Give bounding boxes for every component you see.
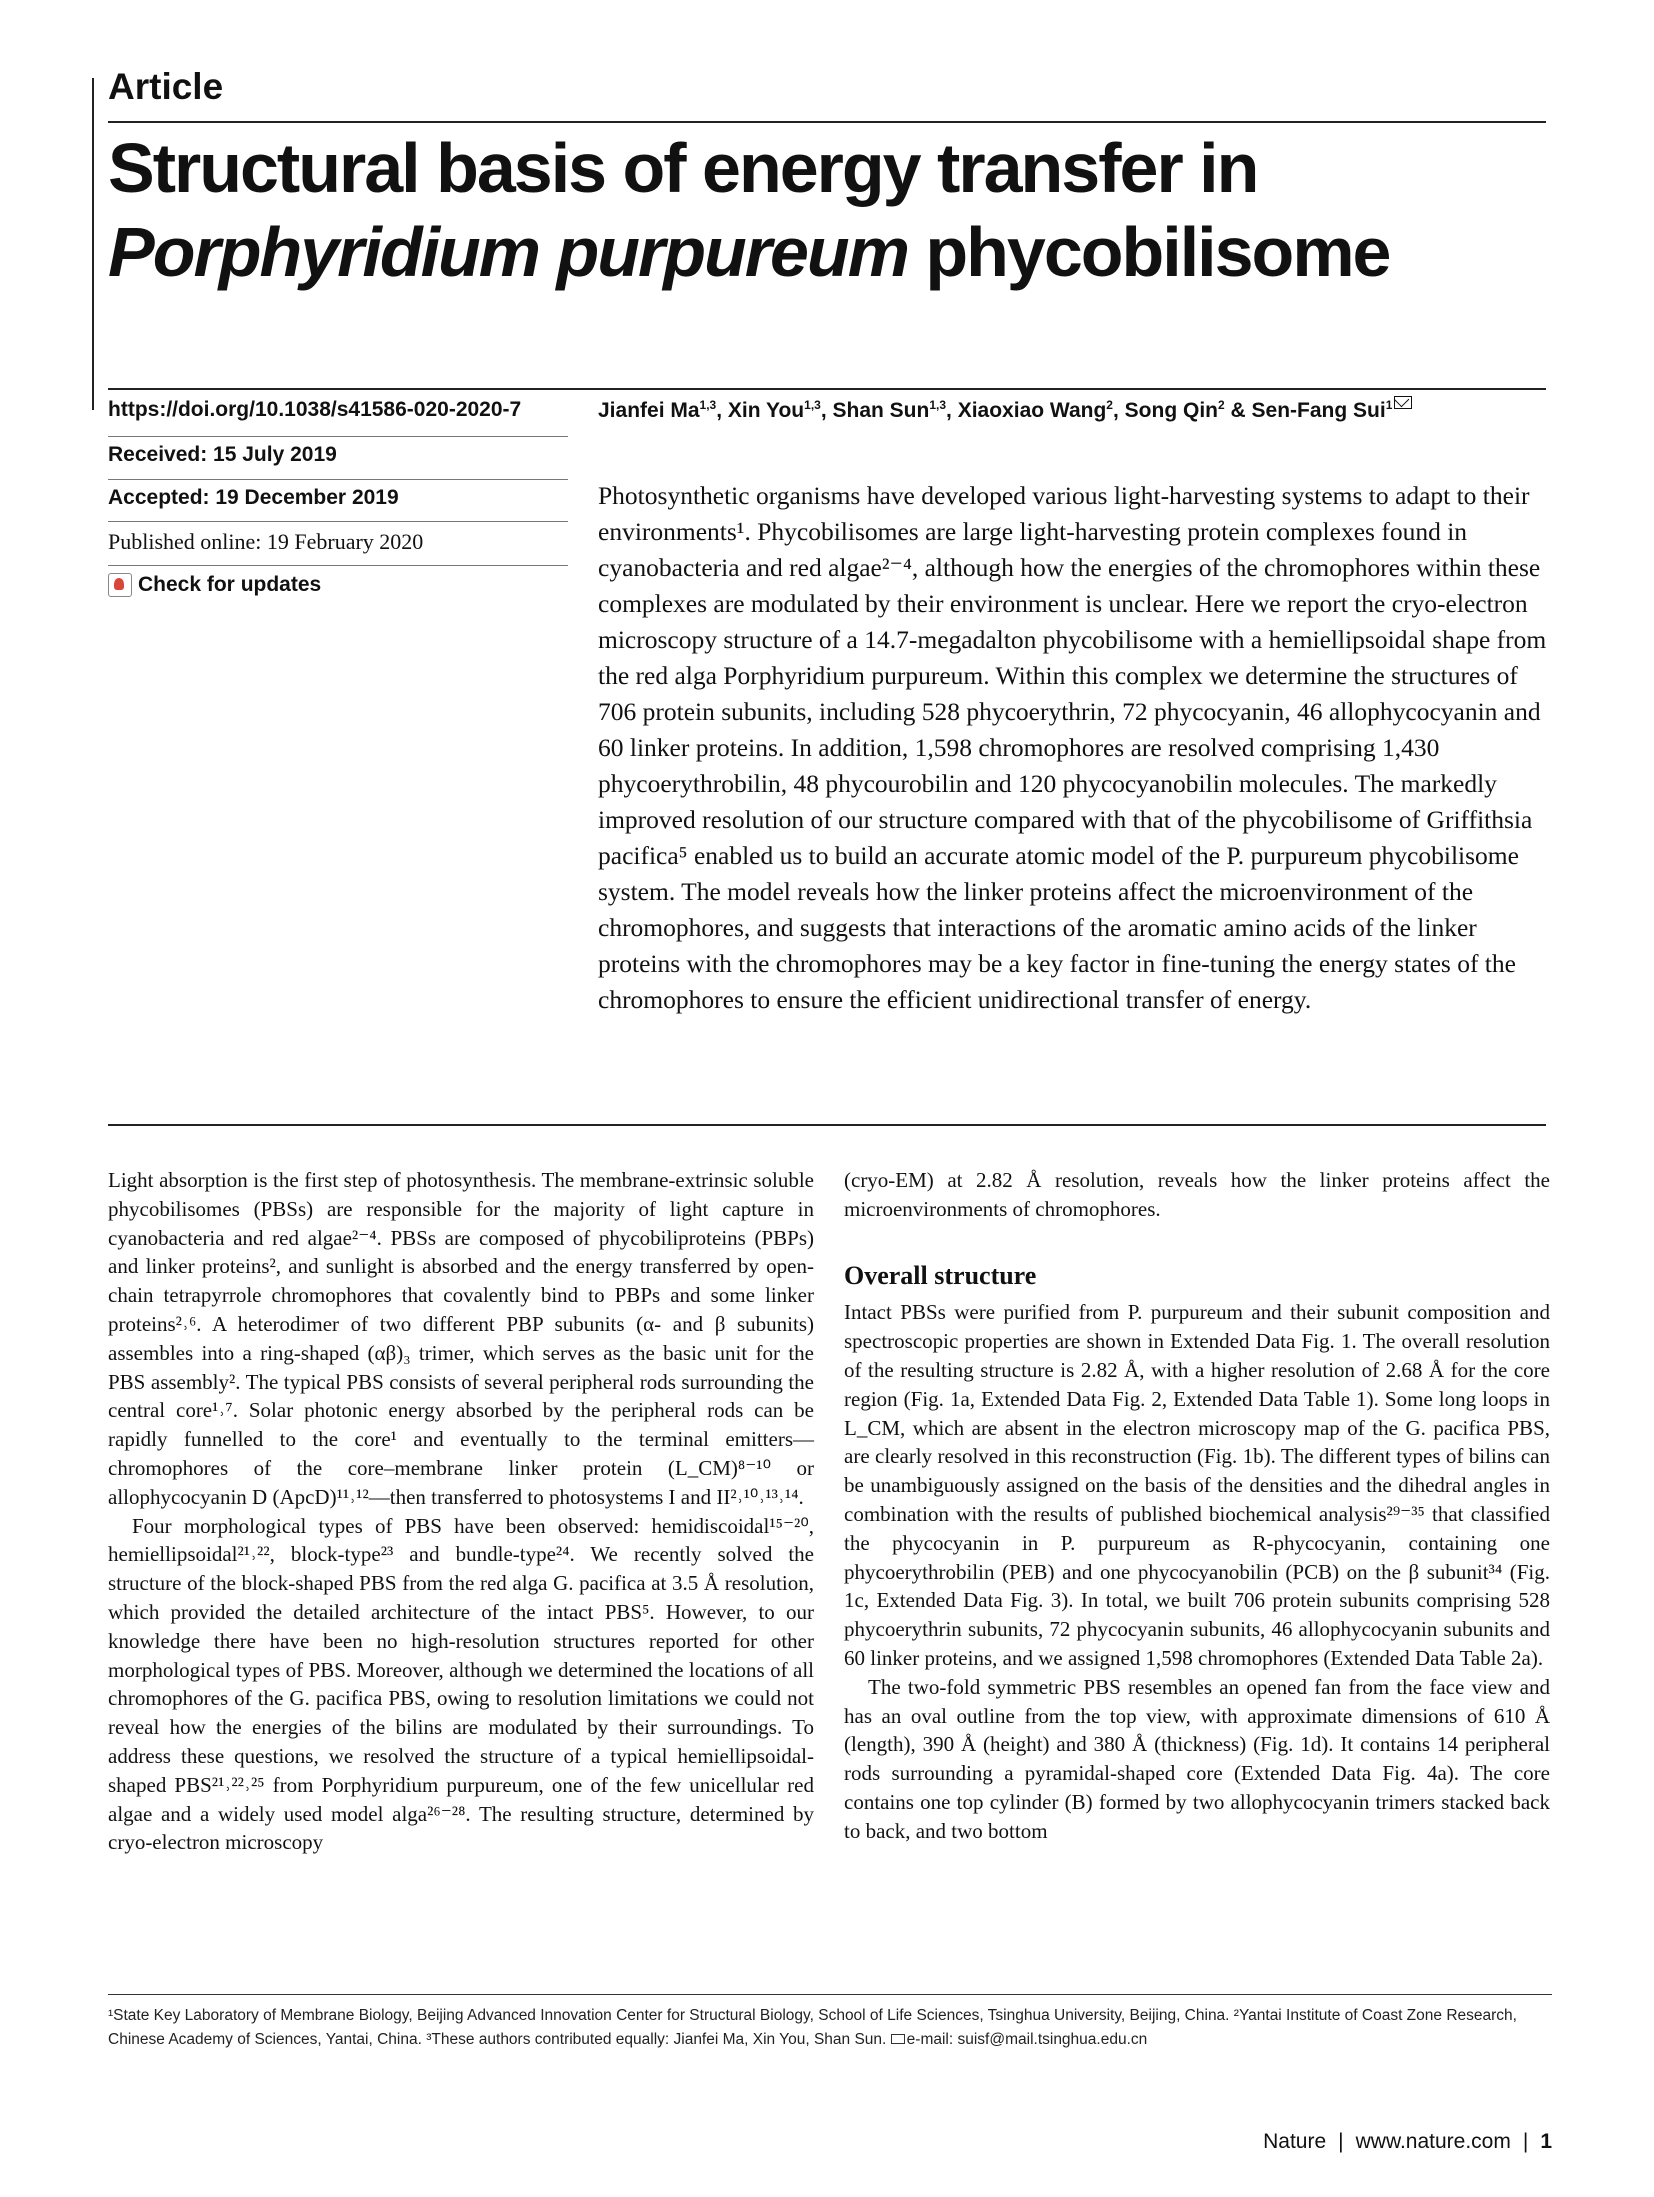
- corresponding-email[interactable]: e-mail: suisf@mail.tsinghua.edu.cn: [906, 2031, 1148, 2048]
- author-affiliation: 1,3: [699, 398, 717, 412]
- page-footer: Nature | www.nature.com | 1: [1263, 2130, 1552, 2153]
- title-rest: phycobilisome: [907, 213, 1390, 291]
- body-paragraph: Intact PBSs were purified from P. purpureum and their subunit composition and spectroscopic properties are shown in Extended Data Fig. 1. The overall resolution of the resulting structure is 2.82 Å, with a higher resolution of 2.68 Å for the core region (Fig. 1a, Extended Data Fig. 2, Extended Data Table 1). Some long loops in L_CM, which are absent in the electron microscopy map of the G. pacifica PBS, are clearly resolved in this reconstruction (Fig. 1b). The different types of bilins can be unambiguously assigned on the basis of the densities and the dihedral angles in combination with the results of published biochemical analysis²⁹⁻³⁵ that classified the phycocyanin in P. purpureum as R-phycocyanin, containing one phycoerythrobilin (PEB) and one phycocyanobilin (PCB) on the β subunit³⁴ (Fig. 1c, Extended Data Fig. 3). In total, we built 706 protein subunits comprising 528 phycoerythrin subunits, 72 phycocyanin subunits, 46 allophycocyanin subunits and 60 linker proteins, and we assigned 1,598 chromophores (Extended Data Table 2a).: [844, 1300, 1550, 1670]
- vertical-rule: [92, 78, 94, 410]
- author-name[interactable]: Xin You: [727, 399, 805, 422]
- author-name[interactable]: Song Qin: [1124, 399, 1218, 422]
- page-title: [108, 126, 1548, 294]
- abstract: Photosynthetic organisms have developed various light-harvesting systems to adapt to their environments¹. Phycobilisomes are large light-harvesting protein complexes found in cyanobacteria and red algae²⁻⁴, although how the energies of the chromophores within these complexes are modulated by their environment is unclear. Here we report the cryo-electron microscopy structure of a 14.7-megadalton phycobilisome with a hemiellipsoidal shape from the red alga Porphyridium purpureum. Within this complex we determine the structures of 706 protein subunits, including 528 phycoerythrin, 72 phycocyanin, 46 allophycocyanin and 60 linker proteins. In addition, 1,598 chromophores are resolved comprising 1,430 phycoerythrobilin, 48 phycourobilin and 120 phycocyanobilin molecules. The markedly improved resolution of our structure compared with that of the phycobilisome of Griffithsia pacifica⁵ enabled us to build an accurate atomic model of the P. purpureum phycobilisome system. The model reveals how the linker proteins affect the microenvironment of the chromophores, and suggests that interactions of the aromatic amino acids of the linker proteins with the chromophores may be a key factor in fine-tuning the energy states of the chromophores to ensure the efficient unidirectional transfer of energy.: [598, 481, 1547, 1014]
- journal-name: Nature: [1263, 2130, 1327, 2153]
- check-updates-button[interactable]: [108, 573, 568, 597]
- journal-website-link[interactable]: www.nature.com: [1355, 2130, 1511, 2153]
- email-icon[interactable]: [1394, 396, 1412, 409]
- body-column-right: [844, 1166, 1550, 1846]
- author-list: Jianfei Ma$^{1,3}$, Xin You$^{1,3}$, Shan Sun$^{1,3}$, Xiaoxiao Wang$^2$, Song Qin$^2$ & Sen-Fang Sui$^1$: [598, 396, 1598, 423]
- author-name[interactable]: Sen-Fang Sui: [1251, 399, 1386, 422]
- author-affiliation: 1: [1385, 398, 1393, 412]
- body-paragraph: Light absorption is the first step of photosynthesis. The membrane-extrinsic soluble phycobilisomes (PBSs) are responsible for the majority of light capture in cyanobacteria and red algae²⁻⁴. PBSs are composed of phycobiliproteins (PBPs) and linker proteins², and sunlight is absorbed and the energy transferred by open-chain tetrapyrrole chromophores that covalently bind to PBPs and some linker proteins²˒⁶. A heterodimer of two different PBP subunits (α- and β subunits) assembles into a ring-shaped (αβ)₃ trimer, which serves as the basic unit for the PBS assembly². The typical PBS consists of several peripheral rods surrounding the central core¹˒⁷. Solar photonic energy absorbed by the peripheral rods can be rapidly funnelled to the core¹ and eventually to the terminal emitters—chromophores of the core–membrane linker protein (L_CM)⁸⁻¹⁰ or allophycocyanin D (ApcD)¹¹˒¹²—then transferred to photosystems I and II²˒¹⁰˒¹³˒¹⁴.: [108, 1168, 814, 1509]
- section-heading: Overall structure: [844, 1260, 1037, 1290]
- body-paragraph: Four morphological types of PBS have been observed: hemidiscoidal¹⁵⁻²⁰, hemiellipsoidal²¹˒²², block-type²³ and bundle-type²⁴. We recently solved the structure of the block-shaped PBS from the red alga G. pacifica at 3.5 Å resolution, which provided the detailed architecture of the intact PBS⁵. However, to our knowledge there have been no high-resolution structures reported for other morphological types of PBS. Moreover, although we determined the locations of all chromophores of the G. pacifica PBS, owing to resolution limitations we could not reveal how the energies of the bilins are modulated by their surroundings. To address these questions, we resolved the structure of a typical hemiellipsoidal-shaped PBS²¹˒²²˒²⁵ from Porphyridium purpureum, one of the few unicellular red algae and a widely used model alga²⁶⁻²⁸. The resulting structure, determined by cryo-electron microscopy: [108, 1513, 814, 1855]
- header-rule: [108, 121, 1546, 123]
- author-affiliation: 1,3: [804, 398, 821, 412]
- author-affiliation: 1,3: [929, 398, 947, 412]
- body-paragraph: (cryo-EM) at 2.82 Å resolution, reveals how the linker proteins affect the microenvironments of chromophores.: [844, 1168, 1550, 1221]
- page-number: 1: [1540, 2130, 1552, 2153]
- doi-link[interactable]: https://doi.org/10.1038/s41586-020-2020-7: [108, 398, 522, 421]
- article-label: Article: [108, 66, 224, 107]
- check-updates-icon: [108, 573, 132, 597]
- author-name[interactable]: Jianfei Ma: [598, 399, 700, 422]
- check-updates-label: Check for updates: [138, 573, 322, 596]
- author-affiliation: 2: [1106, 398, 1113, 412]
- author-affiliation: 2: [1217, 398, 1225, 412]
- abstract-bottom-rule: [108, 1124, 1546, 1126]
- body-paragraph: The two-fold symmetric PBS resembles an opened fan from the face view and has an oval outline from the top view, with approximate dimensions of 610 Å (length), 390 Å (height) and 380 Å (thickness) (Fig. 1d). It contains 14 peripheral rods surrounding a pyramidal-shaped core (Extended Data Fig. 4a). The core contains one top cylinder (B) formed by two allophycocyanin trimers stacked back to back, and two bottom: [844, 1674, 1550, 1843]
- meta-top-rule: [108, 388, 1546, 390]
- meta-divider: [108, 436, 568, 437]
- affiliations-footnote: [108, 2004, 1552, 2052]
- email-icon: [891, 2034, 905, 2044]
- received-date: Received: 15 July 2019: [108, 443, 337, 466]
- affiliations-text: ¹State Key Laboratory of Membrane Biology, Beijing Advanced Innovation Center for Structural Biology, School of Life Sciences, Tsinghua University, Beijing, China. ²Yantai Institute of Coast Zone Research, Chinese Academy of Sciences, Yantai, China. ³These authors contributed equally: Jianfei Ma, Xin You, Shan Sun.: [108, 2007, 1517, 2048]
- title-line1: Structural basis of energy transfer in: [108, 129, 1258, 207]
- meta-divider: [108, 521, 568, 522]
- author-name[interactable]: Xiaoxiao Wang: [957, 399, 1107, 422]
- author-name[interactable]: Shan Sun: [832, 399, 930, 422]
- meta-divider: [108, 565, 568, 566]
- body-column-left: [108, 1166, 814, 1857]
- footnote-rule: [108, 1994, 1552, 1995]
- title-species: Porphyridium purpureum: [108, 213, 908, 291]
- meta-divider: [108, 479, 568, 480]
- accepted-date: Accepted: 19 December 2019: [108, 486, 399, 509]
- published-date: Published online: 19 February 2020: [108, 529, 424, 554]
